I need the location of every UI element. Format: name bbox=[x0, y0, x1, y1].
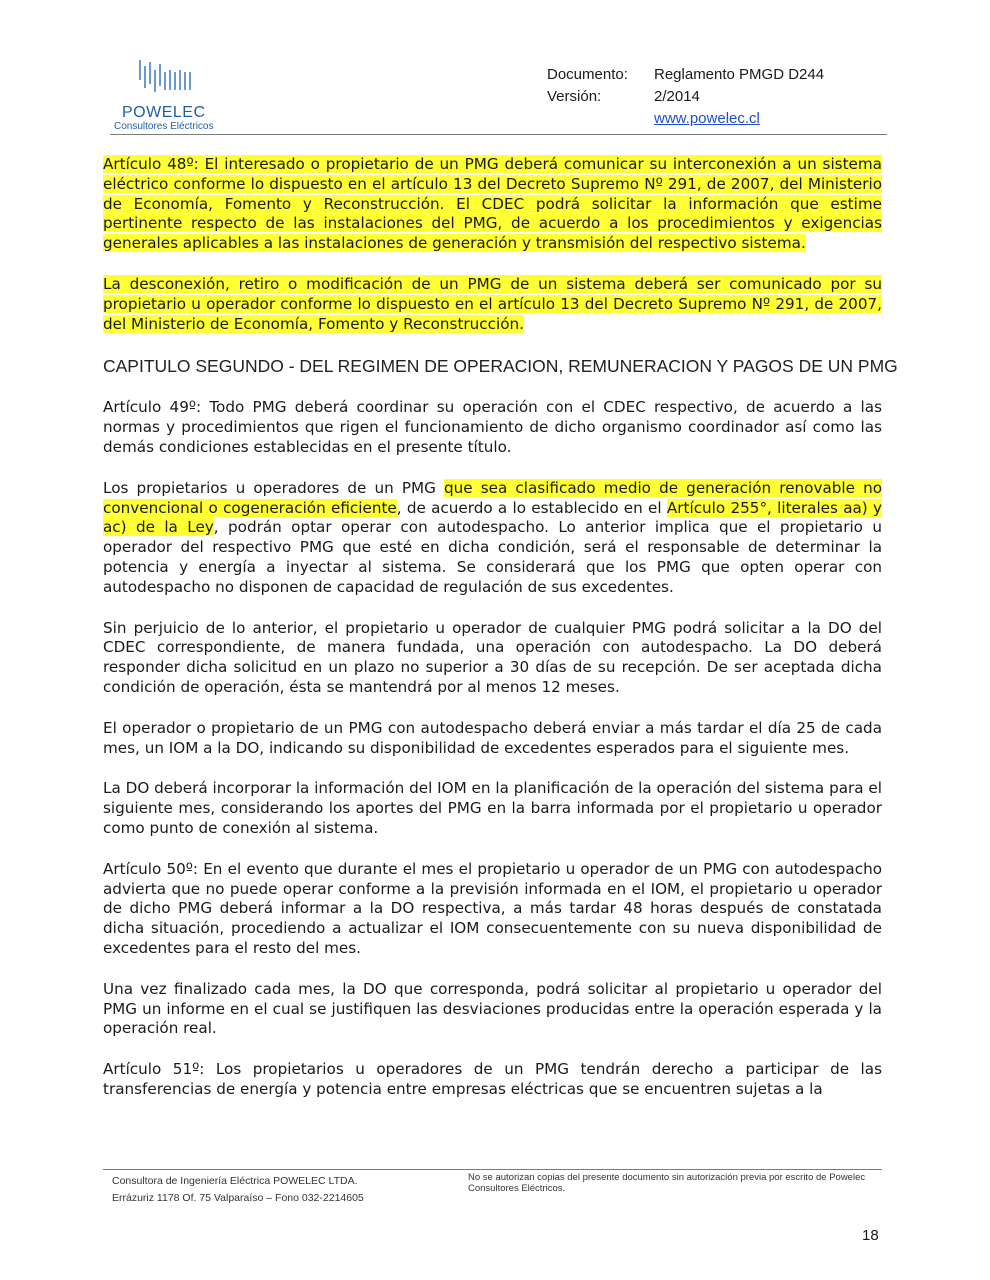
article-49-paragraph-5: La DO deberá incorporar la información del IOM en la planificación de la operación del sistema para el siguiente mes, considerando los aportes del PMG en la barra informada por el propietario u operador como punto de conexión al sistema. bbox=[103, 779, 882, 837]
document-value: Reglamento PMGD D244 bbox=[654, 66, 825, 83]
article-49-paragraph-4: El operador o propietario de un PMG con autodespacho deberá enviar a más tardar el día 25 de cada mes, un IOM a la DO, indicando su disponibilidad de excedentes esperados para el siguiente mes. bbox=[103, 718, 882, 757]
article-50-paragraph-1: Artículo 50º: En el evento que durante el mes el propietario u operador de un PMG con autodespacho advierta que no puede operar conforme a la previsión informada en el IOM, el propietario u operador de dicho PMG deberá informar a la DO respectiva, a más tardar 48 horas después de constatada dicha situación, procediendo a actualizar el IOM consecuentemente con su nueva disponibilidad de excedentes para el resto del mes. bbox=[103, 859, 882, 957]
article-49-paragraph-1: Artículo 49º: Todo PMG deberá coordinar su operación con el CDEC respectivo, de acuerdo a las normas y procedimientos que rigen el funcionamiento de dicho organismo coordinador así como las demás condiciones establecidas en el presente título. bbox=[103, 398, 882, 456]
article-51-paragraph-1: Artículo 51º: Los propietarios u operadores de un PMG tendrán derecho a participar de las transferencias de energía y potencia entre empresas eléctricas que se encuentren sujetas a la bbox=[103, 1060, 882, 1098]
footer-company: Consultora de Ingeniería Eléctrica POWELEC LTDA. bbox=[112, 1175, 358, 1187]
logo-bars-icon bbox=[138, 58, 198, 94]
footer-contact bbox=[112, 1173, 364, 1207]
website-link[interactable]: www.powelec.cl bbox=[654, 110, 760, 127]
document-meta bbox=[547, 64, 824, 130]
logo-subtitle: Consultores Eléctricos bbox=[114, 121, 214, 132]
page-number: 18 bbox=[862, 1227, 879, 1244]
version-value: 2/2014 bbox=[654, 88, 700, 105]
document-body bbox=[103, 155, 898, 1121]
header-divider bbox=[110, 134, 887, 135]
article-49-paragraph-2: Los propietarios u operadores de un PMG que sea clasificado medio de generación renovable no convencional o cogeneración eficiente, de acuerdo a lo establecido en el Artículo 255°, literales aa) y ac) de la Ley, podrán optar operar con autodespacho. Lo anterior implica que el propietario u operador del respectivo PMG que esté en dicha condición, será el responsable de determinar la potencia y energía a inyectar al sistema. Se considerará que los PMG que opten operar con autodespacho no disponen de capacidad de regulación de sus excedentes. bbox=[103, 478, 882, 596]
footer-notice: No se autorizan copias del presente documento sin autorización previa por escrito de Powelec Consultores Eléctricos. bbox=[468, 1172, 866, 1194]
footer-address: Errázuriz 1178 Of. 75 Valparaíso – Fono 032-2214605 bbox=[112, 1192, 364, 1204]
article-48-paragraph-2: La desconexión, retiro o modificación de un PMG de un sistema deberá ser comunicado por su propietario u operador conforme lo dispuesto en el artículo 13 del Decreto Supremo Nº 291, de 2007, del Ministerio de Economía, Fomento y Reconstrucción. bbox=[103, 274, 882, 333]
article-50-paragraph-2: Una vez finalizado cada mes, la DO que corresponda, podrá solicitar al propietario u operador del PMG un informe en el cual se justifiquen las desviaciones producidas entre la operación esperada y la operación real. bbox=[103, 979, 882, 1038]
chapter-title: CAPITULO SEGUNDO - DEL REGIMEN DE OPERACION, REMUNERACION Y PAGOS DE UN PMG bbox=[103, 356, 898, 377]
version-label: Versión: bbox=[547, 88, 602, 105]
footer-divider bbox=[103, 1169, 882, 1170]
article-49-paragraph-3: Sin perjuicio de lo anterior, el propietario u operador de cualquier PMG podrá solicitar a la DO del CDEC correspondiente, de manera fundada, una operación con autodespacho. La DO deberá responder dicha solicitud en un plazo no superior a 30 días de su recepción. De ser aceptada dicha condición de operación, ésta se mantendrá por al menos 12 meses. bbox=[103, 618, 882, 696]
document-label: Documento: bbox=[547, 66, 628, 83]
article-48-paragraph-1: Artículo 48º: El interesado o propietario de un PMG deberá comunicar su interconexión a un sistema eléctrico conforme lo dispuesto en el artículo 13 del Decreto Supremo Nº 291, de 2007, del Ministerio de Economía, Fomento y Reconstrucción. El CDEC podrá solicitar la información que estime pertinente respecto de las instalaciones del PMG, de acuerdo a los procedimientos y exigencias generales aplicables a las instalaciones de generación y transmisión del respectivo sistema. bbox=[103, 155, 882, 253]
logo-name: POWELEC bbox=[122, 104, 206, 121]
company-logo bbox=[110, 58, 230, 134]
